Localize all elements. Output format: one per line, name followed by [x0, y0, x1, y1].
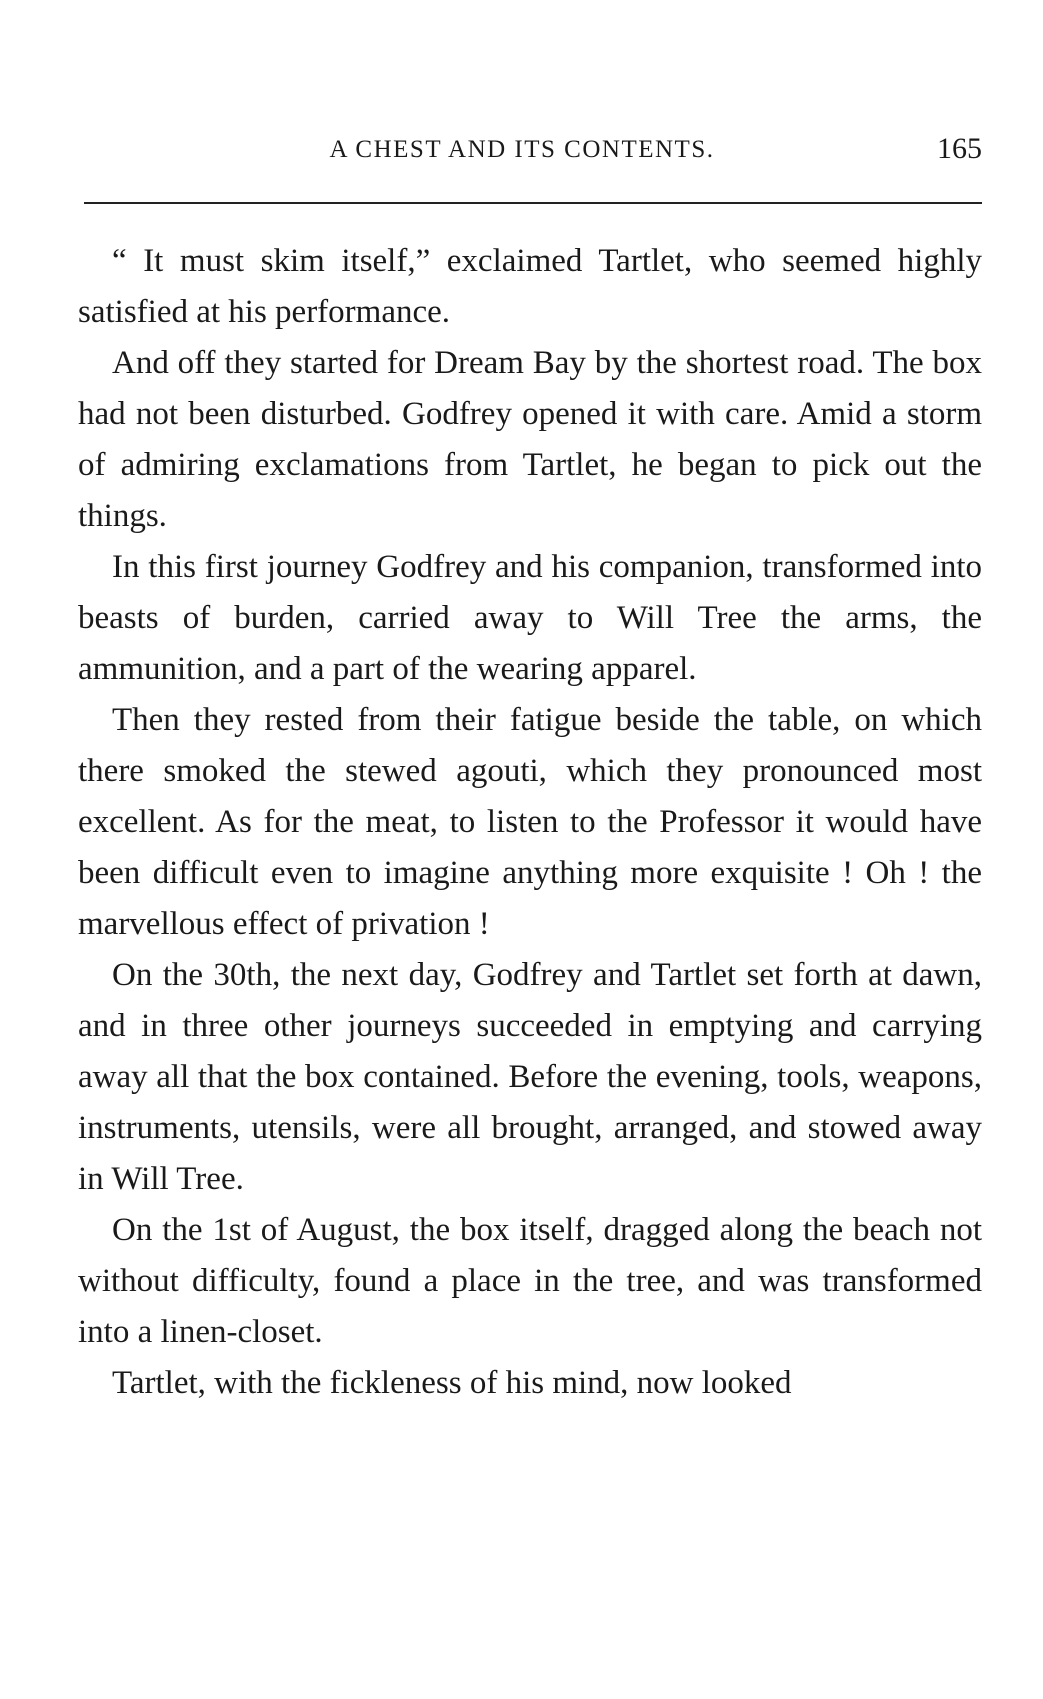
paragraph: In this first journey Godfrey and his companion, transformed into beasts of burden, carried away to Will Tree the arms, the ammunition, and a part of the wearing apparel. [78, 549, 982, 687]
paragraph: Then they rested from their fatigue beside the table, on which there smoked the stewed agouti, which they pronounced most excellent. As for the meat, to listen to the Professor it would have been difficult even to imagine anything more exquisite ! Oh ! the marvellous effect of privation ! [78, 702, 982, 942]
page-number: 165 [937, 132, 982, 165]
body-text [78, 236, 982, 1409]
paragraph: “ It must skim itself,” exclaimed Tartlet, who seemed highly satisfied at his performance. [78, 243, 982, 330]
paragraph: And off they started for Dream Bay by the shortest road. The box had not been disturbed. Godfrey opened it with care. Amid a storm of admiring exclamations from Tartlet, he began to pick out the things. [78, 345, 982, 534]
paragraph: On the 1st of August, the box itself, dragged along the beach not without difficulty, found a place in the tree, and was transformed into a linen-closet. [78, 1212, 982, 1350]
header-rule [84, 202, 982, 204]
paragraph: Tartlet, with the fickleness of his mind, now looked [112, 1365, 792, 1401]
running-title: A CHEST AND ITS CONTENTS. [329, 136, 715, 163]
running-head [82, 132, 982, 172]
paragraph: On the 30th, the next day, Godfrey and Tartlet set forth at dawn, and in three other journeys succeeded in emptying and carrying away all that the box contained. Before the evening, tools, weapons, instruments, utensils, were all brought, arranged, and stowed away in Will Tree. [78, 957, 982, 1197]
